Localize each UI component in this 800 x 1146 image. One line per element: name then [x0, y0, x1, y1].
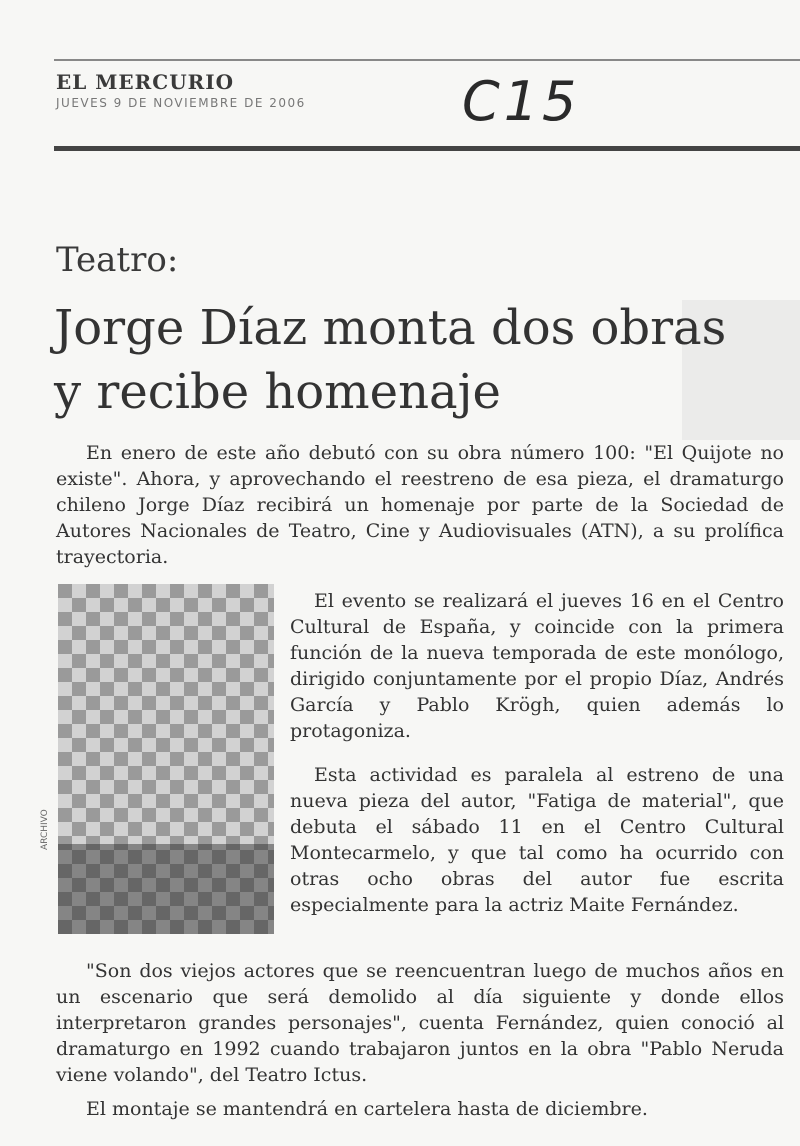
- newspaper-name: EL MERCURIO: [56, 70, 235, 94]
- paragraph-4: "Son dos viejos actores que se reencuentran luego de muchos años en un escenario que será demolido al día siguiente y donde ellos interpretaron grandes personajes", cuenta Fernández, quien conoció al dramaturgo en 1992 cuando trabajaron juntos en la obra "Pablo Neruda viene volando", del Teatro Ictus.: [56, 960, 784, 1086]
- header-rule: [54, 146, 800, 151]
- masthead: [56, 70, 306, 110]
- headline: Jorge Díaz monta dos obras y recibe homenaje: [54, 300, 727, 420]
- handwritten-page-number: C15: [462, 70, 581, 133]
- photo-credit: ARCHIVO: [40, 809, 50, 850]
- paragraph-2: El evento se realizará el jueves 16 en el Centro Cultural de España, y coincide con la primera función de la nueva temporada de este monólogo, dirigido conjuntamente por el propio Díaz, Andrés García y Pablo Krögh, quien además lo protagoniza.: [290, 590, 784, 742]
- section-label: Teatro:: [56, 240, 179, 280]
- paragraph-5: El montaje se mantendrá en cartelera hasta de diciembre.: [86, 1098, 648, 1120]
- author-photo: [58, 584, 274, 934]
- paragraph-3: Esta actividad es paralela al estreno de una nueva pieza del autor, "Fatiga de material", que debuta el sábado 11 en el Centro Cultural Montecarmelo, y que tal como ha ocurrido con otras ocho obras del autor fue escrita especialmente para la actriz Maite Fernández.: [290, 764, 784, 916]
- paragraph-1: En enero de este año debutó con su obra número 100: "El Quijote no existe". Ahora, y aprovechando el reestreno de esa pieza, el dramaturgo chileno Jorge Díaz recibirá un homenaje por parte de la Sociedad de Autores Nacionales de Teatro, Cine y Audiovisuales (ATN), a su prolífica trayectoria.: [56, 442, 784, 568]
- publication-date: JUEVES 9 DE NOVIEMBRE DE 2006: [56, 96, 306, 110]
- top-rule: [54, 59, 800, 61]
- photo-shadow: [58, 844, 274, 934]
